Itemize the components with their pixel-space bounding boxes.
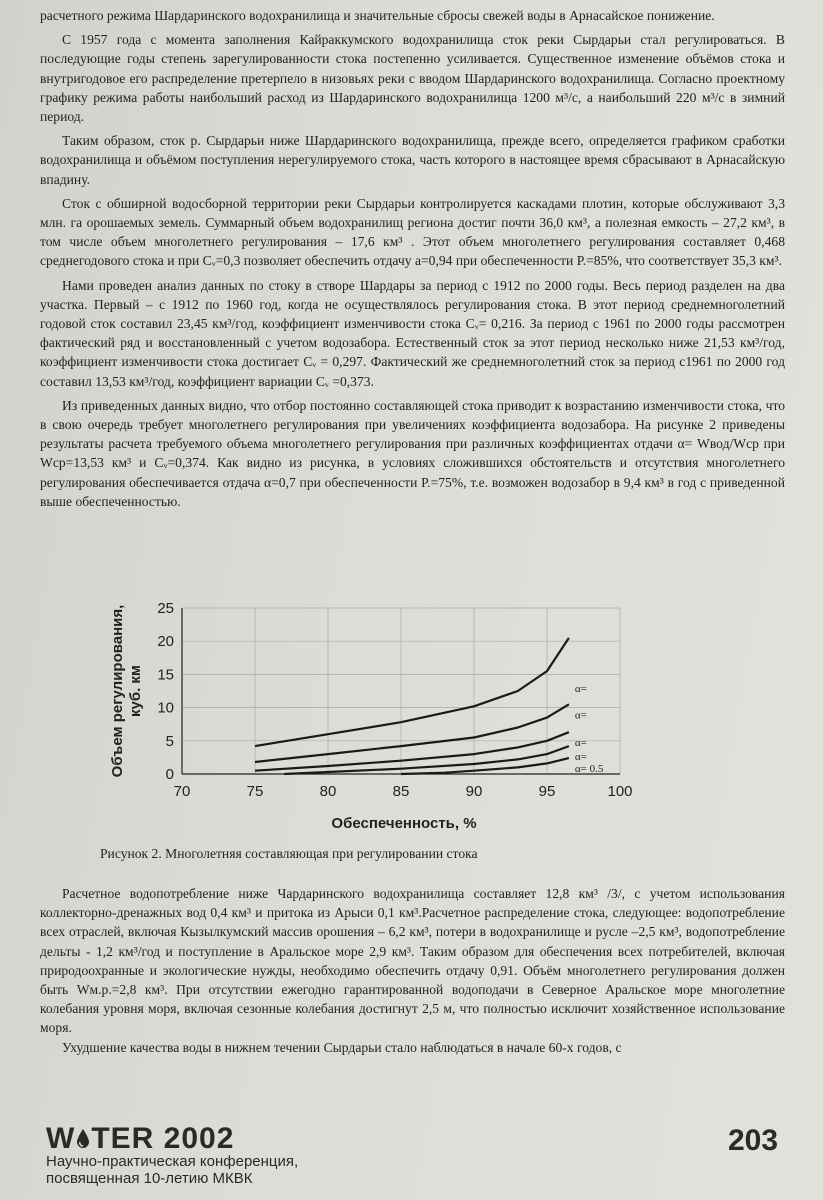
x-tick-label: 80 [319, 783, 337, 800]
y-tick-label: 5 [165, 732, 174, 750]
logo-text-start: W [46, 1122, 76, 1155]
y-tick-label: 10 [157, 699, 174, 717]
y-tick-label: 0 [165, 766, 174, 783]
paragraph: С 1957 года с момента заполнения Кайраккумского водохранилища сток реки Сырдарьи стал регулироваться. В последующие годы степень зарегулированности стока постепенно усиливается. Существенное изменение объёмов стока и внутригодовое его распределение претерпело в низовьях реки с вводом Шардаринского водохранилища. Согласно проектному графику режима работы наибольший расход из Шардаринского водохранилища 1200 м³/с, а наибольший 220 м³/с в зимний период. [40, 32, 785, 125]
chart-grid [182, 608, 620, 774]
series-label: α= [574, 682, 587, 695]
water-drop-icon [75, 1128, 91, 1150]
series-line [255, 638, 569, 746]
x-tick-label: 100 [607, 783, 633, 800]
series-line [284, 746, 569, 774]
body-text-bottom [40, 884, 785, 1057]
paragraph: Сток с обширной водосборной территории реки Сырдарьи контролируется каскадами плотин, которые обслуживают 3,3 млн. га орошаемых земель. Суммарный объем водохранилищ региона достиг почти 36,0 км³, а полезная емкость – 27,2 км³, в том числе объем многолетнего регулирования – 17,6 км³ . Этот объем многолетнего регулирования составляет 0,468 среднегодового стока и при Cᵥ=0,3 позволяет обеспечить отдачу a=0,94 при обеспеченности P.=85%, что соответствует 35,3 км³. [40, 195, 785, 269]
page-number: 203 [728, 1124, 779, 1157]
conference-subtitle [46, 1153, 298, 1187]
paragraph: расчетного режима Шардаринского водохранилища и значительные сбросы свежей воды в Арнасайское понижение. [40, 8, 715, 23]
x-tick-label: 90 [465, 783, 483, 800]
x-tick-label: 95 [538, 783, 556, 800]
figure-caption: Рисунок 2. Многолетняя составляющая при регулировании стока [100, 846, 478, 861]
y-tick-label: 20 [157, 633, 174, 651]
paragraph: Нами проведен анализ данных по стоку в створе Шардары за период с 1912 по 2000 годы. Весь период разделен на два участка. Первый – с 1912 по 1960 год, когда не осуществлялось регулирования стока. В этот период среднемноголетний годовой сток составил 23,45 км³/год, коэффициент изменчивости стока Cᵥ= 0,216. За период с 1961 по 2000 годы рассмотрен фактический ряд и восстановленный с учетом водозабора. Естественный сток за этот период несколько ниже 21,53 км³/год, коэффициент изменчивости стока достигает Cᵥ = 0,297. Фактический же среднемноголетний сток за период с1961 по 2000 год составил 13,53 км³/год, коэффициент вариации Cᵥ =0,373. [40, 277, 785, 389]
x-tick-label: 85 [392, 783, 410, 800]
y-axis-label [109, 605, 144, 778]
paragraph: Расчетное водопотребление ниже Чардаринского водохранилища составляет 12,8 км³ /3/, с учетом использования коллекторно-дренажных вод 0,4 км³ и притока из Арыси 0,1 км³.Расчетное распределение стока, следующее: водопотребление всех отраслей, включая Кызылкумский массив орошения – 6,2 км³, потери в водохранилище и русле –2,5 км³, водопотребление дельты - 1,2 км³/год и поступление в Аральское море 2,9 км³. Таким образом для обеспечения всех потребителей, включая природоохранные и экологические нужды, необходимо обеспечить отдачу 0,91. Объём многолетнего регулирования должен быть Wм.р.=2,8 км³. При отсутствии ежегодно гарантированной водоподачи в Северное Аральское море многолетние колебания уровня моря, включая сезонные колебания достигнут 2,5 м, что полностью исключит хозяйственное использование моря. [40, 886, 785, 1036]
conference-logo [46, 1122, 234, 1156]
subtitle-line: Научно-практическая конференция, [46, 1153, 299, 1170]
series-label: α= [574, 751, 587, 764]
paragraph: Таким образом, сток р. Сырдарьи ниже Шардаринского водохранилища, прежде всего, определяется графиком сработки водохранилища и объёмом поступления нерегулируемого стока, часть которого в настоящее время сбрасывают в Арнасайскую впадину. [40, 133, 785, 187]
series-label: α= [574, 737, 587, 750]
logo-text-end: TER 2002 [91, 1122, 235, 1155]
y-axis-label-line: куб. км [127, 664, 144, 718]
subtitle-line: посвященная 10-летию МКВК [46, 1170, 253, 1187]
paragraph: Из приведенных данных видно, что отбор постоянно составляющей стока приводит к возрастанию изменчивости стока, что в свою очередь требует многолетнего регулирования при увеличениях коэффициента водозабора. На рисунке 2 приведены результаты расчета требуемого объема многолетнего регулирования при различных коэффициентах отдачи α= Wвод/Wср при Wср=13,53 км³ и Cᵥ=0,374. Как видно из рисунка, в условиях сложившихся обстоятельств и отсутствия многолетнего регулирования обеспечивается отдача α=0,7 при обеспеченности P.=75%, т.е. возможен водозабор в 9,4 км³ в год с приведенной выше обеспеченностью. [40, 397, 785, 509]
regulation-volume-chart [100, 596, 660, 836]
chart-series-group [255, 638, 604, 775]
paragraph: Ухудшение качества воды в нижнем течении Сырдарьи стало наблюдаться в начале 60-х годов, с [62, 1039, 622, 1055]
y-tick-label: 25 [157, 600, 174, 617]
y-tick-label: 15 [157, 666, 174, 684]
x-axis-label: Обеспеченность, % [331, 815, 477, 832]
series-label: α= [574, 709, 587, 722]
body-text-top [40, 6, 785, 516]
series-label: α= 0.5 [574, 763, 604, 775]
series-line [255, 704, 569, 762]
x-tick-label: 70 [173, 783, 191, 800]
y-axis-label-line: Объем регулирования, [109, 604, 126, 778]
x-tick-label: 75 [246, 783, 264, 800]
